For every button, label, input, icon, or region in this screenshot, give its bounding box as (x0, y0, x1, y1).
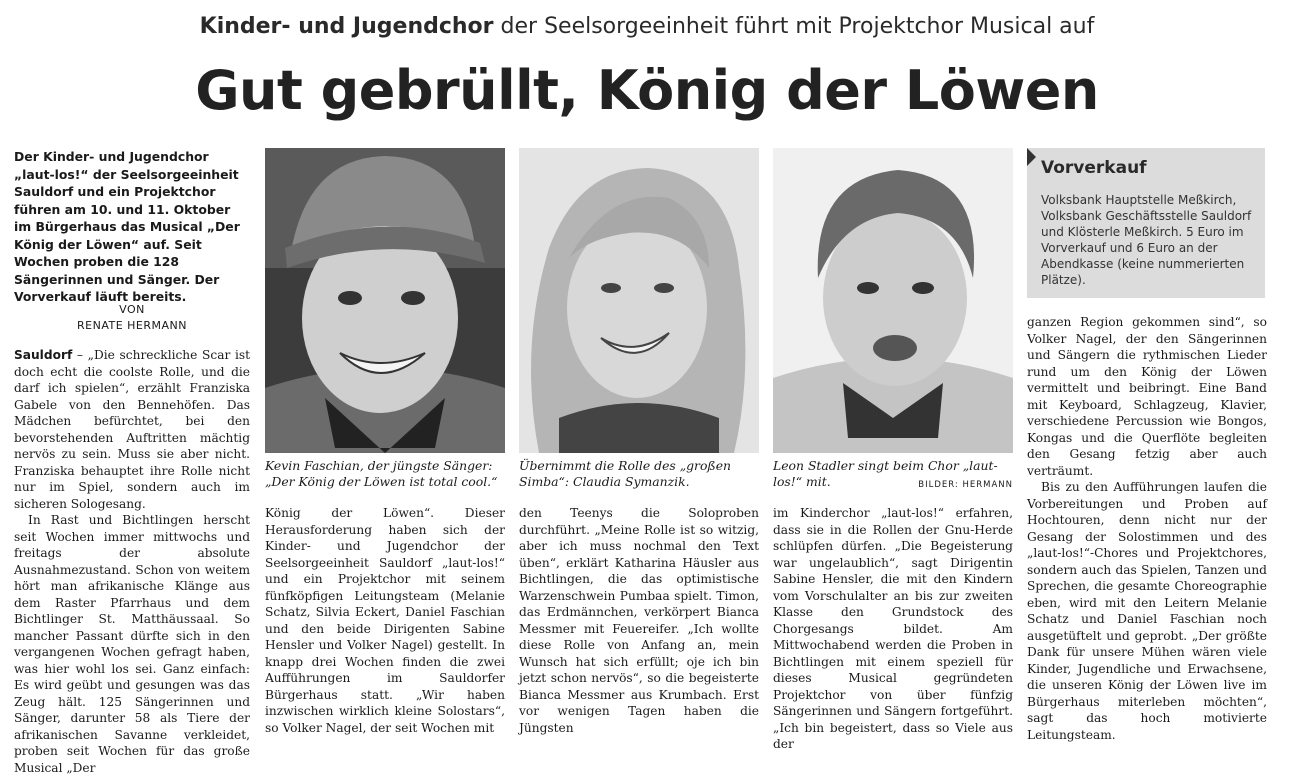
box-marker-icon (1027, 148, 1036, 166)
article-column-1 (14, 347, 250, 775)
article-column-3 (519, 505, 759, 735)
col5-paragraph-2: Bis zu den Aufführungen laufen die Vorbereitungen und Proben auf Hochtouren, denn nicht nur der Gesang der Solostimmen und des „laut-los!“-Chores und Projektchores, sondern auch das Spielen, Tanzen und Sprechen, die gesamte Choreographie eben, wird mit den Leitern Melanie Schatz und Daniel Faschian noch ausgetüftelt und geprobt. „Der größte Dank für unsere Mühen wären viele Kinder, Jugendliche und Erwachsene, die unseren König der Löwen live im Bürgerhaus miterleben möchten“, sagt das hoch motivierte Leitungsteam. (1027, 480, 1267, 742)
kicker (0, 14, 1294, 39)
col4-paragraph-1: im Kinderchor „laut-los!“ erfahren, dass sie in die Rollen der Gnu-Herde schlüpfen dürfen. „Die Begeisterung war ungelaublich“, sagt Dirigentin Sabine Hensler, die mit den Kindern vom Vorschulalter an bis zur zweiten Klasse den Grundstock des Chorgesangs bildet. Am Mittwochabend werden die Proben in Bichtlingen mit einem speziell für dieses Musical gegründeten Projektchor von über fünfzig Sängerinnen und Sängern fortgeführt. „Ich bin begeistert, dass so Viele aus der (773, 506, 1013, 751)
byline-author: RENATE HERMANN (77, 319, 187, 332)
caption-leon-text: Leon Stadler singt beim Chor „laut-los!“ mit. (773, 458, 998, 489)
col2-paragraph-1: König der Löwen“. Dieser Herausforderung haben sich der Kinder- und Jugendchor der Seelsorgeeinheit Sauldorf „laut-los!“ und ein Projektchor mit seinem fünfköpfigen Leitungsteam (Melanie Schatz, Silvia Eckert, Daniel Faschian und den beide Dirigenten Sabine Hensler und Volker Nagel) gestellt. In knapp drei Wochen finden die zwei Aufführungen im Sauldorfer Bürgerhaus statt. „Wir haben inzwischen wirklich kleine Solostars“, so Volker Nagel, der seit Wochen mit (265, 506, 505, 735)
article-column-5 (1027, 314, 1267, 742)
caption-kevin: Kevin Faschian, der jüngste Sänger: „Der König der Löwen ist total cool.“ (265, 458, 498, 489)
photo-leon-image (773, 148, 1013, 453)
box-text: Volksbank Hauptstelle Meßkirch, Volksbank Geschäftsstelle Sauldorf und Klösterle Meßkirch. 5 Euro im Vorverkauf und 6 Euro an der Abendkasse (keine nummerierten Plätze). (1041, 193, 1252, 287)
box-title: Vorverkauf (1041, 158, 1147, 178)
caption-leon (773, 458, 1013, 493)
photo-credit: BILDER: HERMANN (918, 480, 1013, 490)
byline-von: VON (119, 303, 145, 316)
caption-claudia: Übernimmt die Rolle des „großen Simba“: Claudia Symanzik. (519, 458, 732, 489)
col1-paragraph-2: In Rast und Bichtlingen herscht seit Wochen immer mittwochs und freitags der absolute Ausnahmezustand. Schon von weitem hört man afrikanische Klänge aus dem Raster Pfarrhaus und dem Bichtlinger St. Matthäussaal. So mancher Passant dürfte sich in den vergangenen Wochen gefragt haben, was hier wohl los sei. Ganz einfach: Es wird geübt und gesungen was das Zeug hält. 125 Sängerinnen und Sänger, darunter 58 als Tiere der afrikanischen Savanne verkleidet, proben seit Wochen für das große Musical „Der (14, 513, 250, 775)
photo-kevin-image (265, 148, 505, 453)
kicker-bold: Kinder- und Jugendchor (199, 14, 494, 39)
kicker-rest: der Seelsorgeeinheit führt mit Projektchor Musical auf (493, 14, 1095, 39)
col3-paragraph-1: den Teenys die Soloproben durchführt. „Meine Rolle ist so witzig, aber ich muss nochmal den Text üben“, erklärt Katharina Häusler aus Bichtlingen, die das optimistische Warzenschwein Pumbaa spielt. Timon, das Erdmännchen, verkörpert Bianca Messmer mit Feuereifer. „Ich wollte diese Rolle von Anfang an, mein Wunsch hat sich erfüllt; oje ich bin jetzt schon nervös“, so die begeisterte Bianca Messmer aus Krumbach. Erst vor wenigen Tagen haben die Jüngsten (519, 506, 759, 735)
photo-leon-stadler (773, 148, 1013, 453)
col5-paragraph-1: ganzen Region gekommen sind“, so Volker Nagel, der den Sängerinnen und Sängern die rythmischen Lieder rund um den König der Löwen vermittelt und beibringt. Eine Band mit Keyboard, Schlagzeug, Klavier, verschiedene Percussion wie Bongos, Kongas und die Querflöte begleiten den Gesang fetzig aber auch verträumt. (1027, 315, 1267, 478)
col1-paragraph-1: – „Die schreckliche Scar ist doch echt die coolste Rolle, und die darf ich spielen“, erzählt Franziska Gabele von den Bennehöfen. Das Mädchen befürchtet, bei den bevorstehenden Auftritten mächtig nervös zu sein. Muss sie aber nicht. Franziska behauptet ihre Rolle nicht nur im Spiel, sondern auch im sicheren Sologesang. (14, 348, 250, 511)
photo-claudia-symanzik (519, 148, 759, 453)
dateline: Sauldorf (14, 348, 73, 362)
article-column-4 (773, 505, 1013, 751)
byline (14, 302, 250, 334)
article-column-2 (265, 505, 505, 735)
photo-claudia-image (519, 148, 759, 453)
vorverkauf-box (1027, 148, 1265, 298)
lead-paragraph: Der Kinder- und Jugendchor „laut-los!“ der Seelsorgeeinheit Sauldorf und ein Projektchor führen am 10. und 11. Oktober im Bürgerhaus das Musical „Der König der Löwen“ auf. Seit Wochen proben die 128 Sängerinnen und Sänger. Der Vorverkauf läuft bereits. (14, 149, 240, 304)
photo-kevin-faschian (265, 148, 505, 453)
headline: Gut gebrüllt, König der Löwen (195, 59, 1099, 122)
